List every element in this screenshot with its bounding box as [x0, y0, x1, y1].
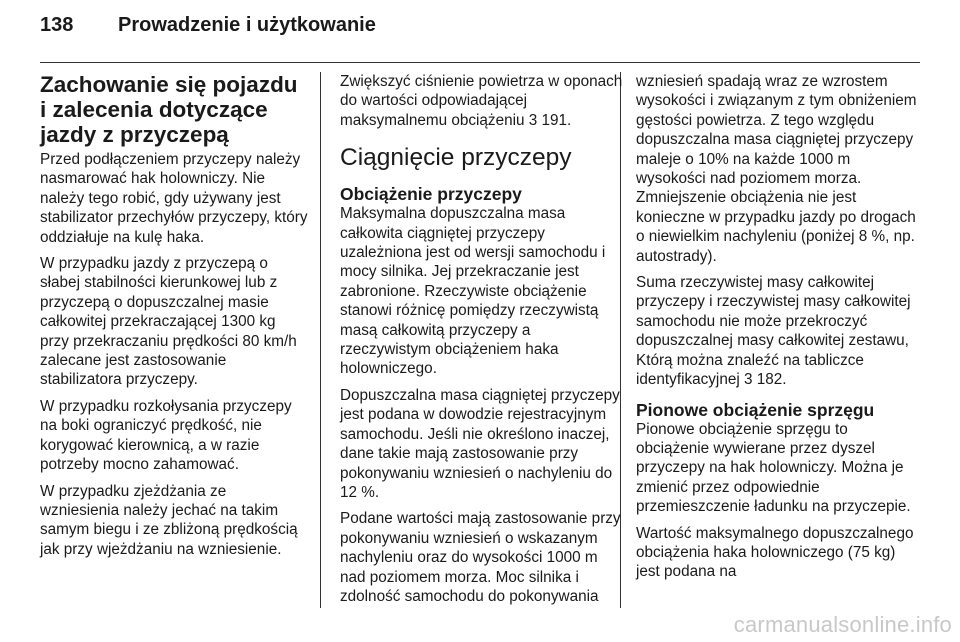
page-header [40, 14, 920, 50]
subheading-trailer-load: Obciążenie przyczepy [340, 184, 522, 205]
section-title-towing: Ciągnięcie przyczepy [340, 144, 572, 172]
paragraph: Dopuszczalna masa ciągniętej przyczepy jest podana w dowodzie rejestracyjnym samochodu. Jeśli nie określono inaczej, dane takie mają zastosowanie przy pokonywaniu wzniesień o nachyleniu do 12 %. [340, 386, 620, 501]
column-3 [636, 72, 920, 589]
section-heading-trailer-behaviour: Zachowanie się pojazdu i zalecenia dotyczące jazdy z przyczepą [40, 72, 298, 147]
header-rule [40, 62, 920, 63]
page-number: 138 [40, 14, 74, 36]
paragraph: Suma rzeczywistej masy całkowitej przyczepy i rzeczywistej masy całkowitej samochodu nie może przekroczyć dopuszczalnej masy całkowitej zestawu, Którą można znaleźć na tabliczce identyfikacyjnej 3 182. [636, 274, 911, 389]
watermark: carmanualsonline.info [733, 612, 952, 637]
paragraph: W przypadku zjeżdżania ze wzniesienia należy jechać na takim samym biegu i ze zbliżoną prędkością jak przy wjeżdżaniu na wzniesienie. [40, 482, 298, 558]
paragraph: Przed podłączeniem przyczepy należy nasmarować hak holowniczy. Nie należy tego robić, gdy używany jest stabilizator przechyłów przyczepy, który oddziałuje na kulę haka. [40, 151, 308, 246]
paragraph: Pionowe obciążenie sprzęgu to obciążenie wywierane przez dyszel przyczepy na hak holowniczy. Można je zmienić przez odpowiednie przemieszczenie ładunku na przyczepie. [636, 420, 911, 516]
page-reference-link[interactable]: 3 182. [743, 371, 787, 389]
paragraph: wzniesień spadają wraz ze wzrostem wysokości i związanym z tym obniżeniem gęstości powietrza. Z tego względu dopuszczalna masa ciągniętej przyczepy maleje o 10% na każde 1000 m wysokości nad poziomem morza. Zmniejszenie obciążenia nie jest konieczne w przypadku jazdy po drogach o niewielkim nachyleniu (poniżej 8 %, np. autostrady). [636, 73, 917, 265]
paragraph: Maksymalna dopuszczalna masa całkowita ciągniętej przyczepy uzależniona jest od wersji samochodu i mocy silnika. Jej przekraczanie jest zabronione. Rzeczywiste obciążenie stanowi różnicę pomiędzy rzeczywistą masą całkowitą przyczepy a rzeczywistym obciążeniem haka holowniczego. [340, 205, 606, 378]
paragraph: W przypadku rozkołysania przyczepy na boki ograniczyć prędkość, nie korygować kierownicą, a w razie potrzeby mocno zahamować. [40, 397, 292, 474]
paragraph: W przypadku jazdy z przyczepą o słabej stabilności kierunkowej lub z przyczepą o dopuszczalnej masie całkowitej przekraczającej 1300 kg przy przekraczaniu prędkości 80 km/h zalecane jest zastosowanie stabilizatora przyczepy. [40, 255, 297, 389]
column-2 [340, 72, 624, 613]
paragraph: Zwiększyć ciśnienie powietrza w oponach do wartości odpowiadającej maksymalnemu obciążeniu 3 191. [340, 73, 623, 129]
paragraph: Podane wartości mają zastosowanie przy pokonywaniu wzniesień o wskazanym nachyleniu oraz do wysokości 1000 m nad poziomem morza. Moc silnika i zdolność samochodu do pokonywania [340, 510, 621, 605]
column-1 [40, 72, 308, 566]
subheading-coupling-load: Pionowe obciążenie sprzęgu [636, 399, 875, 420]
running-title: Prowadzenie i użytkowanie [118, 14, 376, 36]
paragraph: Wartość maksymalnego dopuszczalnego obciążenia haka holowniczego (75 kg) jest podana na [636, 524, 914, 581]
page-reference-link[interactable]: 3 191. [528, 111, 572, 129]
column-divider-1 [320, 72, 321, 608]
